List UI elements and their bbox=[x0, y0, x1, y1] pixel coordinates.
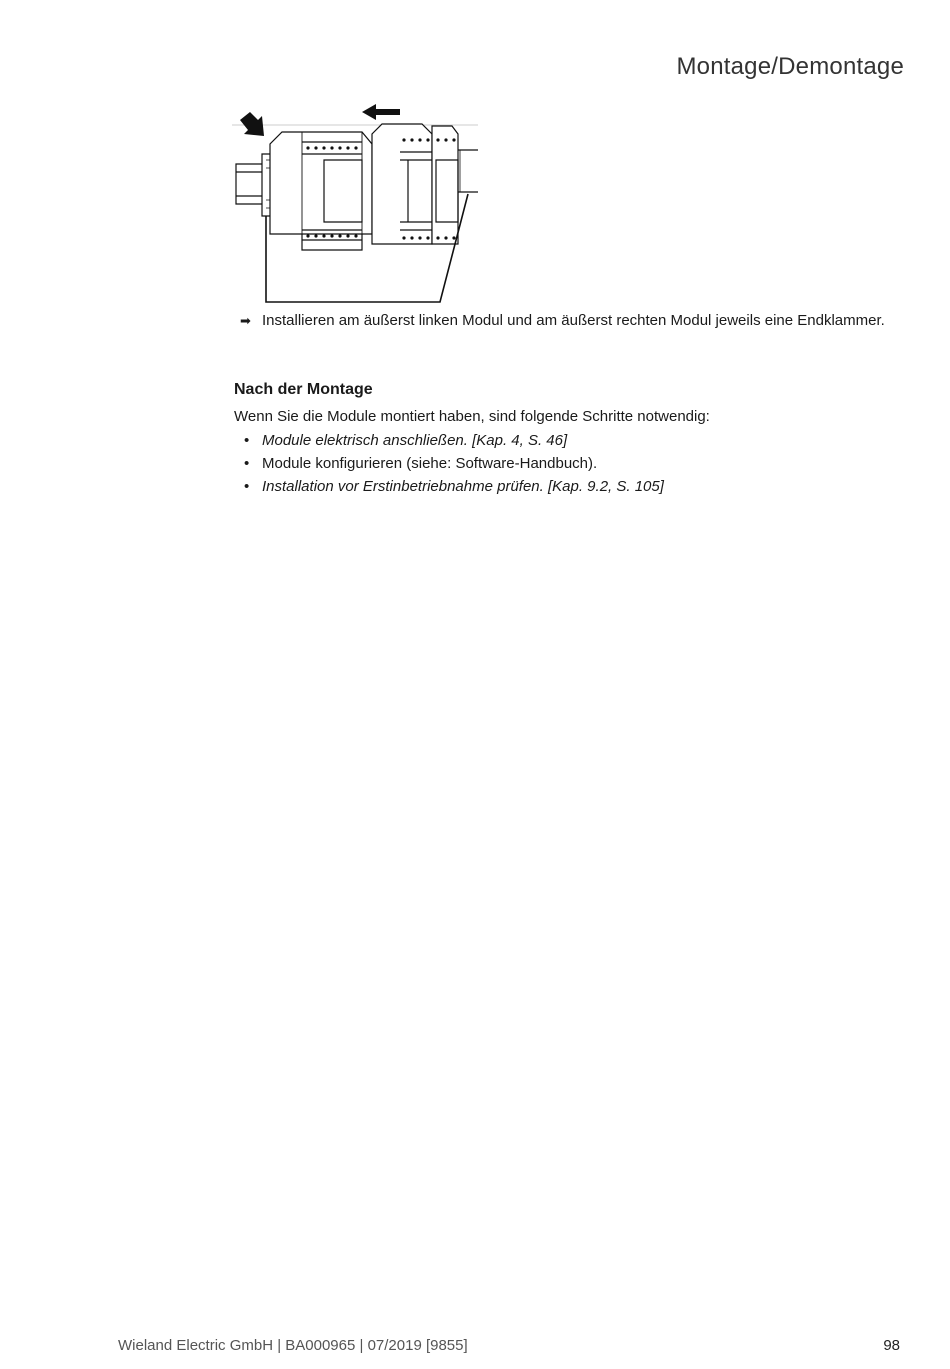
bullet-icon: • bbox=[244, 478, 250, 495]
page-header-title: Montage/Demontage bbox=[676, 53, 904, 80]
list-item-text[interactable]: Installation vor Erstinbetriebnahme prüfen. [Kap. 9.2, S. 105] bbox=[262, 478, 664, 495]
bullet-icon: • bbox=[244, 432, 250, 449]
mounting-figure bbox=[232, 104, 478, 304]
section-intro: Wenn Sie die Module montiert haben, sind folgende Schritte notwendig: bbox=[234, 408, 710, 425]
footer-document-info: Wieland Electric GmbH | BA000965 | 07/2019 [9855] bbox=[118, 1337, 468, 1354]
list-item-text: Module konfigurieren (siehe: Software-Handbuch). bbox=[262, 455, 598, 472]
steps-list bbox=[234, 430, 664, 499]
list-item bbox=[234, 453, 664, 476]
din-rail-modules-illustration bbox=[232, 104, 478, 304]
arrow-right-icon: ➡ bbox=[240, 313, 251, 328]
list-item-text[interactable]: Module elektrisch anschließen. [Kap. 4, S. 46] bbox=[262, 432, 568, 449]
list-item bbox=[234, 476, 664, 499]
instruction-step bbox=[240, 311, 920, 331]
bullet-icon: • bbox=[244, 455, 250, 472]
section-heading: Nach der Montage bbox=[234, 381, 373, 398]
instruction-text: Installieren am äußerst linken Modul und am äußerst rechten Modul jeweils eine Endklammer. bbox=[262, 312, 885, 329]
page-number: 98 bbox=[883, 1337, 900, 1354]
list-item bbox=[234, 430, 664, 453]
